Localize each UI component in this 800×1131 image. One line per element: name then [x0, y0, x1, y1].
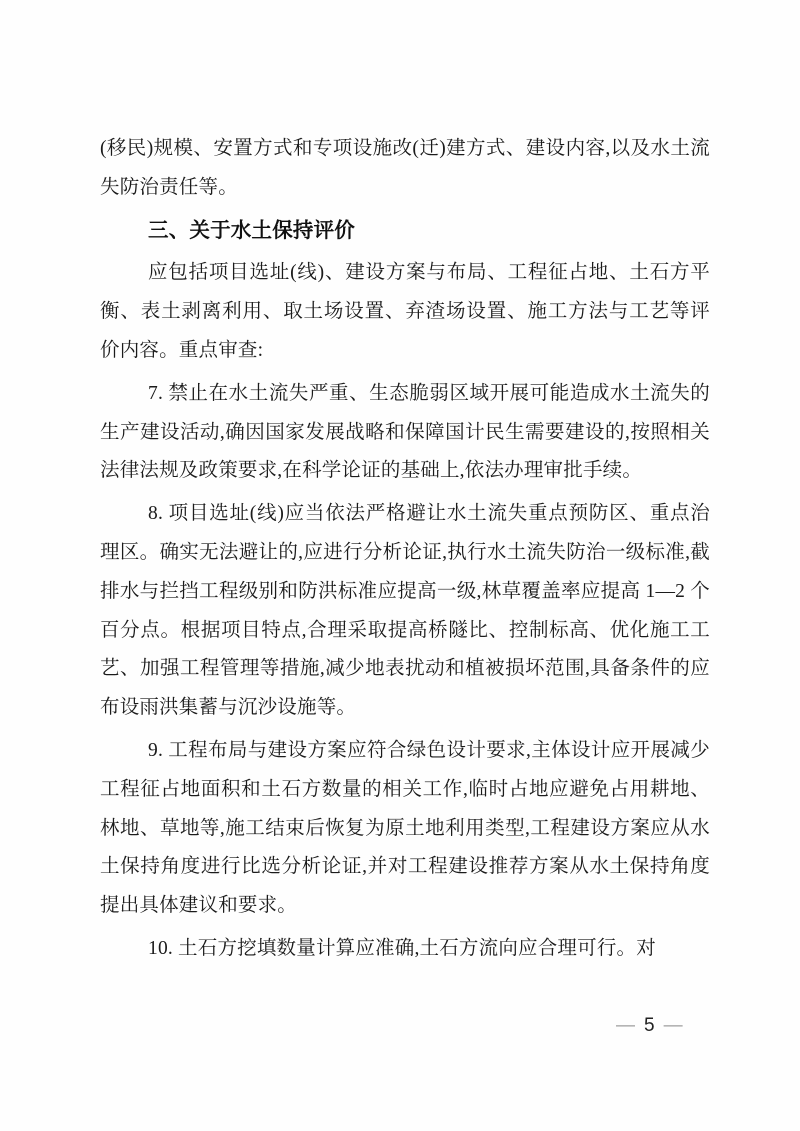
footer-dash-left: —	[616, 1015, 635, 1036]
page-number: 5	[644, 1015, 655, 1036]
paragraph-item-9: 9. 工程布局与建设方案应符合绿色设计要求,主体设计应开展减少工程征占地面积和土石方数量的相关工作,临时占地应避免占用耕地、林地、草地等,施工结束后恢复为原土地利用类型,工程建设方案应从水土保持角度进行比选分析论证,并对工程建设推荐方案从水土保持角度提出具体建议和要求。	[100, 739, 710, 917]
document-body	[100, 130, 710, 969]
page-footer	[616, 1014, 683, 1038]
section-heading: 三、关于水土保持评价	[148, 218, 355, 242]
paragraph-item-8: 8. 项目选址(线)应当依法严格避让水土流失重点预防区、重点治理区。确实无法避让的,应进行分析论证,执行水土流失防治一级标准,截排水与拦挡工程级别和防洪标准应提高一级,林草覆盖率应提高 1—2 个百分点。根据项目特点,合理采取提高桥隧比、控制标高、优化施工工艺、加强工程管理等措施,减少地表扰动和植被损坏范围,具备条件的应布设雨洪集蓄与沉沙设施等。	[100, 503, 710, 719]
footer-dash-right: —	[663, 1015, 683, 1036]
paragraph-intro-continuation: (移民)规模、安置方式和专项设施改(迁)建方式、建设内容,以及水土流失防治责任等。	[100, 138, 710, 198]
paragraph-item-7: 7. 禁止在水土流失严重、生态脆弱区域开展可能造成水土流失的生产建设活动,确因国家发展战略和保障国计民生需要建设的,按照相关法律法规及政策要求,在科学论证的基础上,依法办理审批手续。	[100, 382, 710, 482]
paragraph-section-intro: 应包括项目选址(线)、建设方案与布局、工程征占地、土石方平衡、表土剥离利用、取土场设置、弃渣场设置、施工方法与工艺等评价内容。重点审查:	[100, 262, 710, 361]
paragraph-item-10: 10. 土石方挖填数量计算应准确,土石方流向应合理可行。对	[148, 937, 656, 959]
